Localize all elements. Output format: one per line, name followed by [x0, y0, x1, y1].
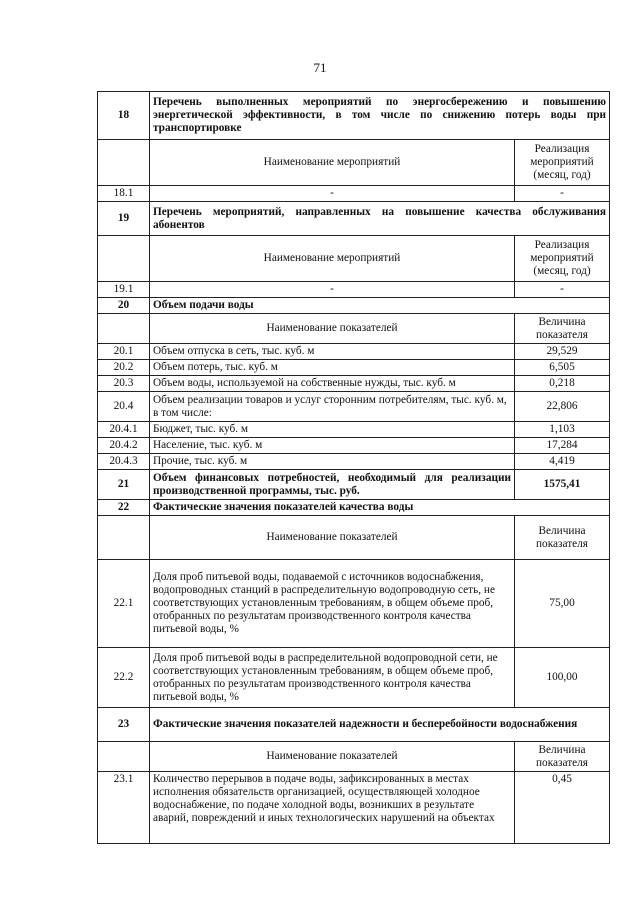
row-value: -	[515, 186, 610, 202]
row-number: 22.1	[98, 560, 150, 648]
row-value: 22,806	[515, 392, 610, 422]
page-number: 71	[313, 60, 327, 75]
section-20-column-header	[98, 314, 610, 344]
section-number: 19	[98, 202, 150, 236]
row-name: Объем воды, используемой на собственные нужды, тыс. куб. м	[150, 376, 515, 392]
section-18-column-header	[98, 140, 610, 186]
row-name: Бюджет, тыс. куб. м	[150, 422, 515, 438]
row-name: -	[150, 282, 515, 298]
row-value: 6,505	[515, 360, 610, 376]
column-header-value: Реализация мероприятий (месяц, год)	[515, 236, 610, 282]
row-value: 29,529	[515, 344, 610, 360]
section-22-header	[98, 500, 610, 516]
table-row	[98, 376, 610, 392]
section-number: 18	[98, 92, 150, 140]
table-row	[98, 344, 610, 360]
column-header-name: Наименование показателей	[150, 742, 515, 772]
row-name: Доля проб питьевой воды в распределительной водопроводной сети, не соответствующих установленным требованиям, в общем объеме проб, отобранных по результатам производственного контроля качества питьевой воды, %	[150, 648, 515, 708]
section-title: Объем финансовых потребностей, необходимый для реализации производственной программы, тыс. руб.	[150, 470, 515, 500]
section-number: 23	[98, 708, 150, 742]
row-name: Доля проб питьевой воды, подаваемой с источников водоснабжения, водопроводных станций в распределительную водопроводную сеть, не соответствующих установленным требованиям, в общем объеме проб, отобранных по результатам производственного контроля качества питьевой воды, %	[150, 560, 515, 648]
row-value: -	[515, 282, 610, 298]
section-title: Перечень выполненных мероприятий по энергосбережению и повышению энергетической эффективности, в том числе по снижению потерь воды при транспортировке	[150, 92, 610, 140]
row-number: 20.4.2	[98, 438, 150, 454]
section-23-column-header	[98, 742, 610, 772]
section-number: 20	[98, 298, 150, 314]
column-header-value: Величина показателя	[515, 314, 610, 344]
section-20-header	[98, 298, 610, 314]
column-header-value: Величина показателя	[515, 516, 610, 560]
row-number: 20.4.1	[98, 422, 150, 438]
section-number: 21	[98, 470, 150, 500]
row-value: 0,218	[515, 376, 610, 392]
row-value: 17,284	[515, 438, 610, 454]
row-value: 75,00	[515, 560, 610, 648]
table-row	[98, 186, 610, 202]
column-header-name: Наименование мероприятий	[150, 236, 515, 282]
row-number: 19.1	[98, 282, 150, 298]
column-header-name: Наименование показателей	[150, 314, 515, 344]
column-header-value: Величина показателя	[515, 742, 610, 772]
row-name: Объем отпуска в сеть, тыс. куб. м	[150, 344, 515, 360]
column-header-value: Реализация мероприятий (месяц, год)	[515, 140, 610, 186]
row-number: 20.3	[98, 376, 150, 392]
row-name: -	[150, 186, 515, 202]
table-row	[98, 438, 610, 454]
table-row	[98, 282, 610, 298]
section-18-header	[98, 92, 610, 140]
row-name: Количество перерывов в подаче воды, зафиксированных в местах исполнения обязательств организацией, осуществляющей холодное водоснабжение, по подаче холодной воды, возникших в результате аварий, повреждений и иных технологических нарушений на объектах	[150, 772, 515, 844]
table-row	[98, 422, 610, 438]
row-value: 0,45	[515, 772, 610, 844]
row-number: 20.1	[98, 344, 150, 360]
row-name: Население, тыс. куб. м	[150, 438, 515, 454]
row-name: Объем реализации товаров и услуг сторонним потребителям, тыс. куб. м, в том числе:	[150, 392, 515, 422]
row-value: 1,103	[515, 422, 610, 438]
section-title: Перечень мероприятий, направленных на повышение качества обслуживания абонентов	[150, 202, 610, 236]
row-number: 20.4	[98, 392, 150, 422]
section-23-header	[98, 708, 610, 742]
section-number: 22	[98, 500, 150, 516]
section-title: Объем подачи воды	[150, 298, 610, 314]
section-19-column-header	[98, 236, 610, 282]
table-row	[98, 360, 610, 376]
row-number: 20.4.3	[98, 454, 150, 470]
report-table	[97, 91, 610, 844]
row-name: Объем потерь, тыс. куб. м	[150, 360, 515, 376]
section-title: Фактические значения показателей надежности и бесперебойности водоснабжения	[150, 708, 610, 742]
row-number: 20.2	[98, 360, 150, 376]
row-number: 23.1	[98, 772, 150, 844]
table-row	[98, 648, 610, 708]
section-value: 1575,41	[515, 470, 610, 500]
section-19-header	[98, 202, 610, 236]
section-22-column-header	[98, 516, 610, 560]
row-value: 4,419	[515, 454, 610, 470]
section-21-row	[98, 470, 610, 500]
column-header-name: Наименование мероприятий	[150, 140, 515, 186]
section-title: Фактические значения показателей качества воды	[150, 500, 610, 516]
row-number: 22.2	[98, 648, 150, 708]
table-row	[98, 560, 610, 648]
row-number: 18.1	[98, 186, 150, 202]
table-row	[98, 392, 610, 422]
table-row	[98, 772, 610, 844]
table-row	[98, 454, 610, 470]
row-name: Прочие, тыс. куб. м	[150, 454, 515, 470]
row-value: 100,00	[515, 648, 610, 708]
column-header-name: Наименование показателей	[150, 516, 515, 560]
